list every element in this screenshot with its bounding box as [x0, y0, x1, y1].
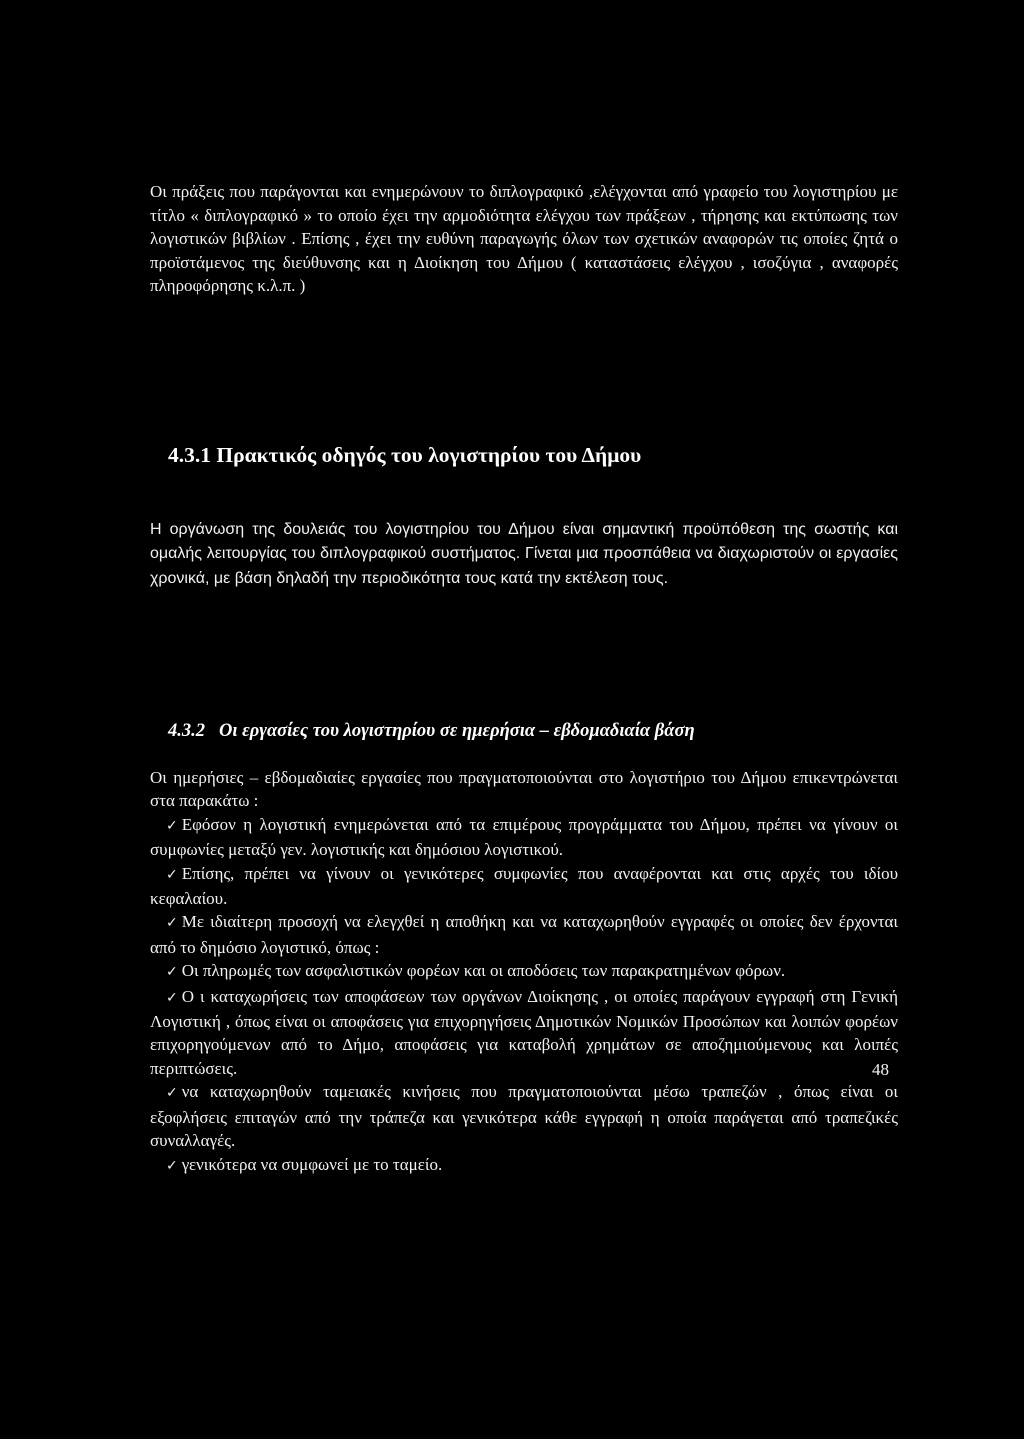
- list-item: [150, 985, 898, 1081]
- section-heading-4-3-2: [168, 718, 695, 744]
- section-heading-4-3-1: 4.3.1 Πρακτικός οδηγός του λογιστηρίου του Δήμου: [168, 443, 642, 467]
- list-item-text: Οι πληρωμές των ασφαλιστικών φορέων και οι αποδόσεις των παρακρατημένων φόρων.: [181, 961, 786, 981]
- page-number: 48: [872, 1060, 889, 1079]
- list-item: [150, 1153, 898, 1178]
- section-number: 4.3.2: [168, 721, 205, 741]
- list-item-text: Με ιδιαίτερη προσοχή να ελεγχθεί η αποθήκη και να καταχωρηθούν εγγραφές οι οποίες δεν έρχονται από το δημόσιο λογιστικό, όπως :: [150, 912, 898, 957]
- checkmark-icon: ✓: [166, 964, 178, 981]
- list-item-text: να καταχωρηθούν ταμειακές κινήσεις που πραγματοποιούνται μέσω τραπεζών , όπως είναι οι εξοφλήσεις επιταγών από την τράπεζα και γενικότερα κάθε εγγραφή η οποία παράγεται από τραπεζικές συναλλαγές.: [150, 1082, 898, 1151]
- list-item-text: γενικότερα να συμφωνεί με το ταμείο.: [181, 1154, 443, 1174]
- checkmark-icon: ✓: [166, 866, 178, 883]
- task-list-lead: Οι ημερήσιες – εβδομαδιαίες εργασίες που πραγματοποιούνται στο λογιστήριο του Δήμου επικεντρώνεται στα παρακάτω :: [150, 768, 898, 811]
- list-item-text: Ο ι καταχωρήσεις των αποφάσεων των οργάνων Διοίκησης , οι οποίες παράγουν εγγραφή στη Γενική Λογιστική , όπως είναι οι αποφάσεις για επιχορηγήσεις Δημοτικών Νομικών Προσώπων και λοιπών φορέων επιχορηγούμενων από το Δήμο, αποφάσεις για καταβολή χρημάτων σε αποζημιούμενους και λοιπές περιπτώσεις.: [150, 986, 898, 1078]
- intro-paragraph: Οι πράξεις που παράγονται και ενημερώνουν το διπλογραφικό ,ελέγχονται από γραφείο του λογιστηρίου με τίτλο « διπλογραφικό » το οποίο έχει την αρμοδιότητα ελέγχου των πράξεων , τήρησης και εκτύπωσης των λογιστικών βιβλίων . Επίσης , έχει την ευθύνη παραγωγής όλων των σχετικών αναφορών τις οποίες ζητά ο προϊστάμενος της διεύθυνσης και η Διοίκηση του Δήμου ( καταστάσεις ελέγχου , ισοζύγια , αναφορές πληροφόρησης κ.λ.π. ): [150, 182, 898, 296]
- list-item: [150, 862, 898, 911]
- task-list: [150, 766, 898, 1178]
- checkmark-icon: ✓: [166, 915, 178, 932]
- list-item: [150, 959, 898, 984]
- checkmark-icon: ✓: [166, 1085, 178, 1102]
- section-4-3-1-paragraph: Η οργάνωση της δουλειάς του λογιστηρίου του Δήμου είναι σημαντική προϋπόθεση της σωστής και ομαλής λειτουργίας του διπλογραφικού συστήματος. Γίνεται μια προσπάθεια να διαχωριστούν οι εργασίες χρονικά, με βάση δηλαδή την περιοδικότητα τους κατά την εκτέλεση τους.: [150, 521, 898, 587]
- list-item: [150, 1080, 898, 1152]
- section-title: Οι εργασίες του λογιστηρίου σε ημερήσια – εβδομαδιαία βάση: [219, 721, 695, 741]
- checkmark-icon: ✓: [166, 817, 178, 834]
- list-item: [150, 910, 898, 959]
- list-item-text: Εφόσον η λογιστική ενημερώνεται από τα επιμέρους προγράμματα του Δήμου, πρέπει να γίνουν οι συμφωνίες μεταξύ γεν. λογιστικής και δημόσιου λογιστικού.: [150, 814, 898, 860]
- checkmark-icon: ✓: [166, 989, 178, 1006]
- checkmark-icon: ✓: [166, 1157, 178, 1174]
- list-item: [150, 813, 898, 862]
- list-item-text: Επίσης, πρέπει να γίνουν οι γενικότερες συμφωνίες που αναφέρονται και στις αρχές του ιδίου κεφαλαίου.: [150, 863, 898, 909]
